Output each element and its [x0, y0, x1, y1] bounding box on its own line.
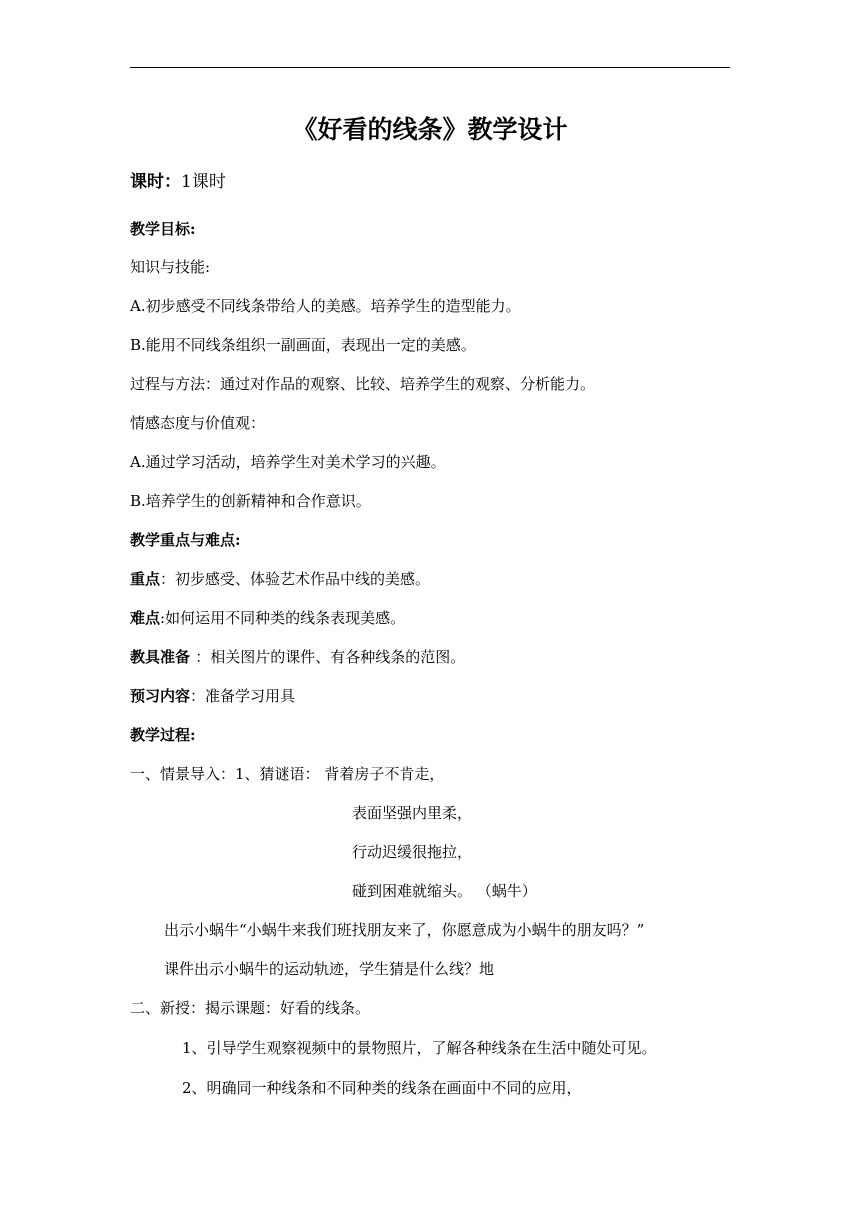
tools-line	[130, 646, 465, 668]
knowledge-b: B.能用不同线条组织一副画面，表现出一定的美感。	[130, 336, 476, 354]
preview-line	[130, 685, 295, 707]
step2-item-1: 1、引导学生观察视频中的景物照片，了解各种线条在生活中随处可见。	[182, 1039, 657, 1057]
key-point-label: 重点	[130, 570, 161, 588]
riddle-line-2: 表面坚强内里柔，	[352, 804, 473, 822]
snail-quote: 出示小蜗牛“小蜗牛来我们班找朋友来了，你愿意成为小蜗牛的朋友吗？”	[164, 921, 645, 939]
tools-text: ：相关图片的课件、有各种线条的范图。	[195, 648, 466, 666]
preview-text: ：准备学习用具	[190, 687, 296, 705]
objectives-heading: 教学目标:	[130, 220, 196, 238]
class-hours-value: 1课时	[181, 172, 226, 192]
emotion-b: B.培养学生的创新精神和合作意识。	[130, 492, 371, 510]
key-point-text: ：初步感受、体验艺术作品中线的美感。	[160, 570, 431, 588]
tools-label: 教具准备	[130, 648, 196, 666]
class-hours-line	[130, 171, 226, 193]
class-hours-label: 课时：	[130, 172, 181, 192]
document-title: 《好看的线条》教学设计	[292, 115, 568, 144]
riddle-line-3: 行动迟缓很拖拉，	[352, 843, 473, 861]
step1-intro: 一、情景导入：1、猜谜语： 背着房子不肯走，	[130, 765, 445, 783]
riddle-line-4: 碰到困难就缩头。 （蜗牛）	[352, 882, 537, 900]
process-method: 过程与方法：通过对作品的观察、比较、培养学生的观察、分析能力。	[130, 375, 596, 393]
knowledge-a: A.初步感受不同线条带给人的美感。培养学生的造型能力。	[130, 297, 521, 315]
key-point-line	[130, 568, 430, 590]
snail-track: 课件出示小蜗牛的运动轨迹，学生猜是什么线？地	[164, 960, 495, 978]
step2-item-2: 2、明确同一种线条和不同种类的线条在画面中不同的应用，	[182, 1079, 582, 1097]
knowledge-heading: 知识与技能:	[130, 258, 211, 276]
preview-label: 预习内容	[130, 687, 191, 705]
key-difficult-heading: 教学重点与难点:	[130, 531, 241, 549]
difficult-point-line	[130, 607, 405, 629]
difficult-point-text: :如何运用不同种类的线条表现美感。	[160, 609, 406, 627]
emotion-heading: 情感态度与价值观：	[130, 414, 266, 432]
process-heading: 教学过程:	[130, 726, 196, 744]
step2-heading: 二、新授：揭示课题：好看的线条。	[130, 999, 371, 1017]
emotion-a: A.通过学习活动，培养学生对美术学习的兴趣。	[130, 453, 446, 471]
difficult-point-label: 难点	[130, 609, 161, 627]
header-rule	[130, 67, 730, 68]
